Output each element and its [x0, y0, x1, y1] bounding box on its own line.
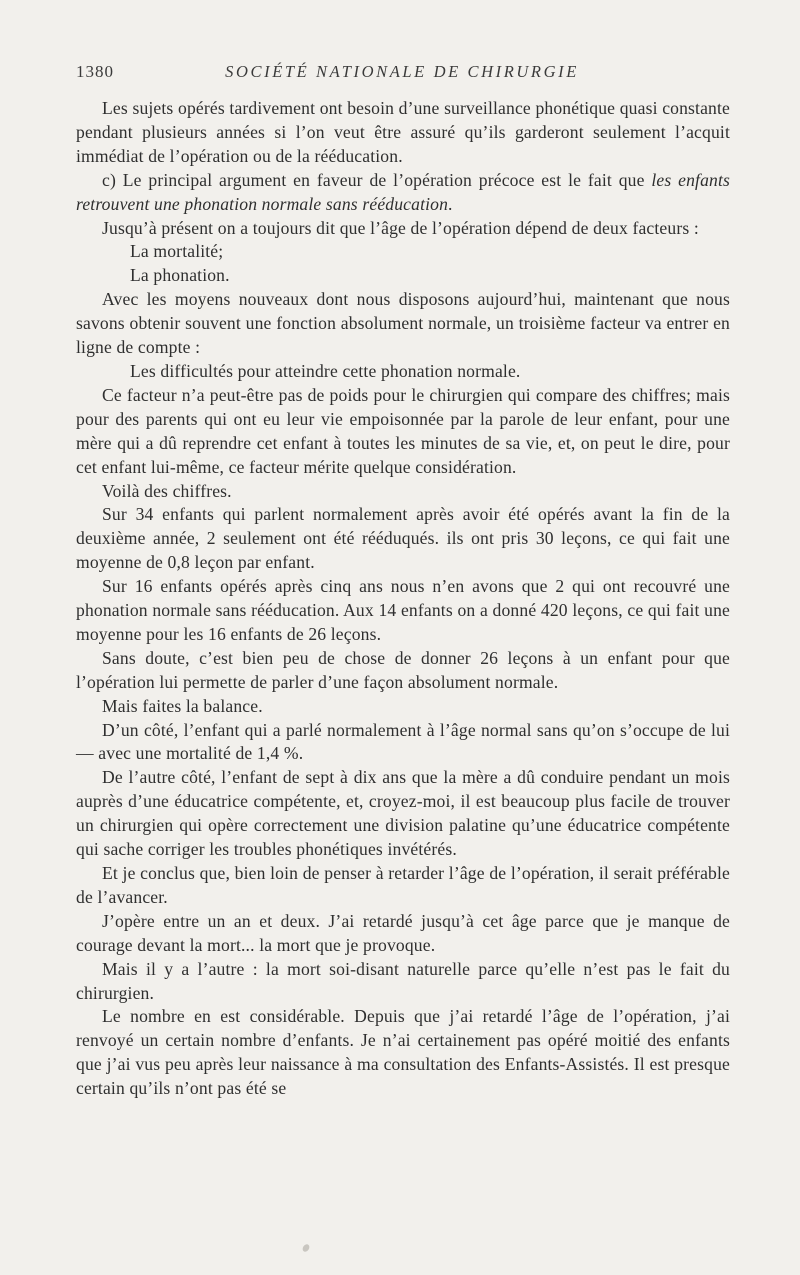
paragraph: Et je conclus que, bien loin de penser à retarder l’âge de l’opération, il serait préférable de l’avancer. [76, 863, 730, 907]
paragraph: Mais faites la balance. [102, 695, 263, 716]
paragraph: Ce facteur n’a peut-être pas de poids pour le chirurgien qui compare des chiffres; mais pour des parents qui ont eu leur vie empoisonnée par la parole de leur enfant, pour une mère qui a dû reprendre cet enfant à toutes les minutes de sa vie, et, on peut le dire, pour cet enfant lui-même, ce facteur mérite quelque considération. [76, 384, 730, 477]
paragraph: Sur 34 enfants qui parlent normalement après avoir été opérés avant la fin de la deuxième année, 2 seulement ont été rééduqués. ils ont pris 30 leçons, ce qui fait une moyenne de 0,8 leçon par enfant. [76, 504, 730, 573]
paragraph [76, 169, 730, 217]
paragraph: Voilà des chiffres. [102, 480, 232, 501]
paragraph: De l’autre côté, l’enfant de sept à dix ans que la mère a dû conduire pendant un mois auprès d’une éducatrice compétente, et, croyez-moi, il est beaucoup plus facile de trouver un chirurgien qui opère correctement une division palatine qu’une éducatrice compétente qui sache corriger les troubles phonétiques invétérés. [76, 767, 730, 860]
journal-title: SOCIÉTÉ NATIONALE DE CHIRURGIE [225, 62, 579, 81]
paragraph: Mais il y a l’autre : la mort soi-disant naturelle parce qu’elle n’est pas le fait du chirurgien. [76, 958, 730, 1003]
list-item: La phonation. [130, 265, 230, 286]
paragraph: J’opère entre un an et deux. J’ai retardé jusqu’à cet âge parce que je manque de courage devant la mort... la mort que je provoque. [76, 910, 730, 955]
paragraph: D’un côté, l’enfant qui a parlé normalement à l’âge normal sans qu’on s’occupe de lui — avec une mortalité de 1,4 %. [76, 719, 730, 764]
italic-phrase: les enfants retrouvent une phonation normale sans rééducation [76, 169, 730, 214]
paragraph: Le nombre en est considérable. Depuis que j’ai retardé l’âge de l’opération, j’ai renvoyé un certain nombre d’enfants. Je n’ai certainement pas opéré moitié des enfants que j’ai vus peu après leur naissance à ma consultation des Enfants-Assistés. Il est presque certain qu’ils n’ont pas été se [76, 1006, 730, 1099]
paragraph: Sans doute, c’est bien peu de chose de donner 26 leçons à un enfant pour que l’opération lui permette de parler d’une façon absolument normale. [76, 647, 730, 692]
paragraph: Sur 16 enfants opérés après cinq ans nous n’en avons que 2 qui ont recouvré une phonation normale sans rééducation. Aux 14 enfants on a donné 420 leçons, ce qui fait une moyenne pour les 16 enfants de 26 leçons. [76, 576, 730, 644]
page-number: 1380 [76, 62, 114, 81]
list-item: Les difficultés pour atteindre cette phonation normale. [130, 360, 521, 381]
paragraph: Les sujets opérés tardivement ont besoin d’une surveillance phonétique quasi constante pendant plusieurs années si l’on veut être assuré qu’ils garderont seulement l’acquit immédiat de l’opération ou de la rééducation. [76, 98, 730, 166]
paragraph-text: . [448, 193, 453, 214]
paragraph-text: c) Le principal argument en faveur de l’opération précoce est le fait que [102, 169, 652, 190]
ink-smudge [301, 1243, 311, 1253]
paragraph: Avec les moyens nouveaux dont nous disposons aujourd’hui, maintenant que nous savons obtenir souvent une fonction absolument normale, un troisième facteur va entrer en ligne de compte : [76, 289, 730, 358]
list-item: La mortalité; [130, 241, 224, 262]
body-text [76, 97, 730, 1101]
running-head [76, 62, 728, 86]
paragraph: Jusqu’à présent on a toujours dit que l’âge de l’opération dépend de deux facteurs : [102, 217, 699, 238]
